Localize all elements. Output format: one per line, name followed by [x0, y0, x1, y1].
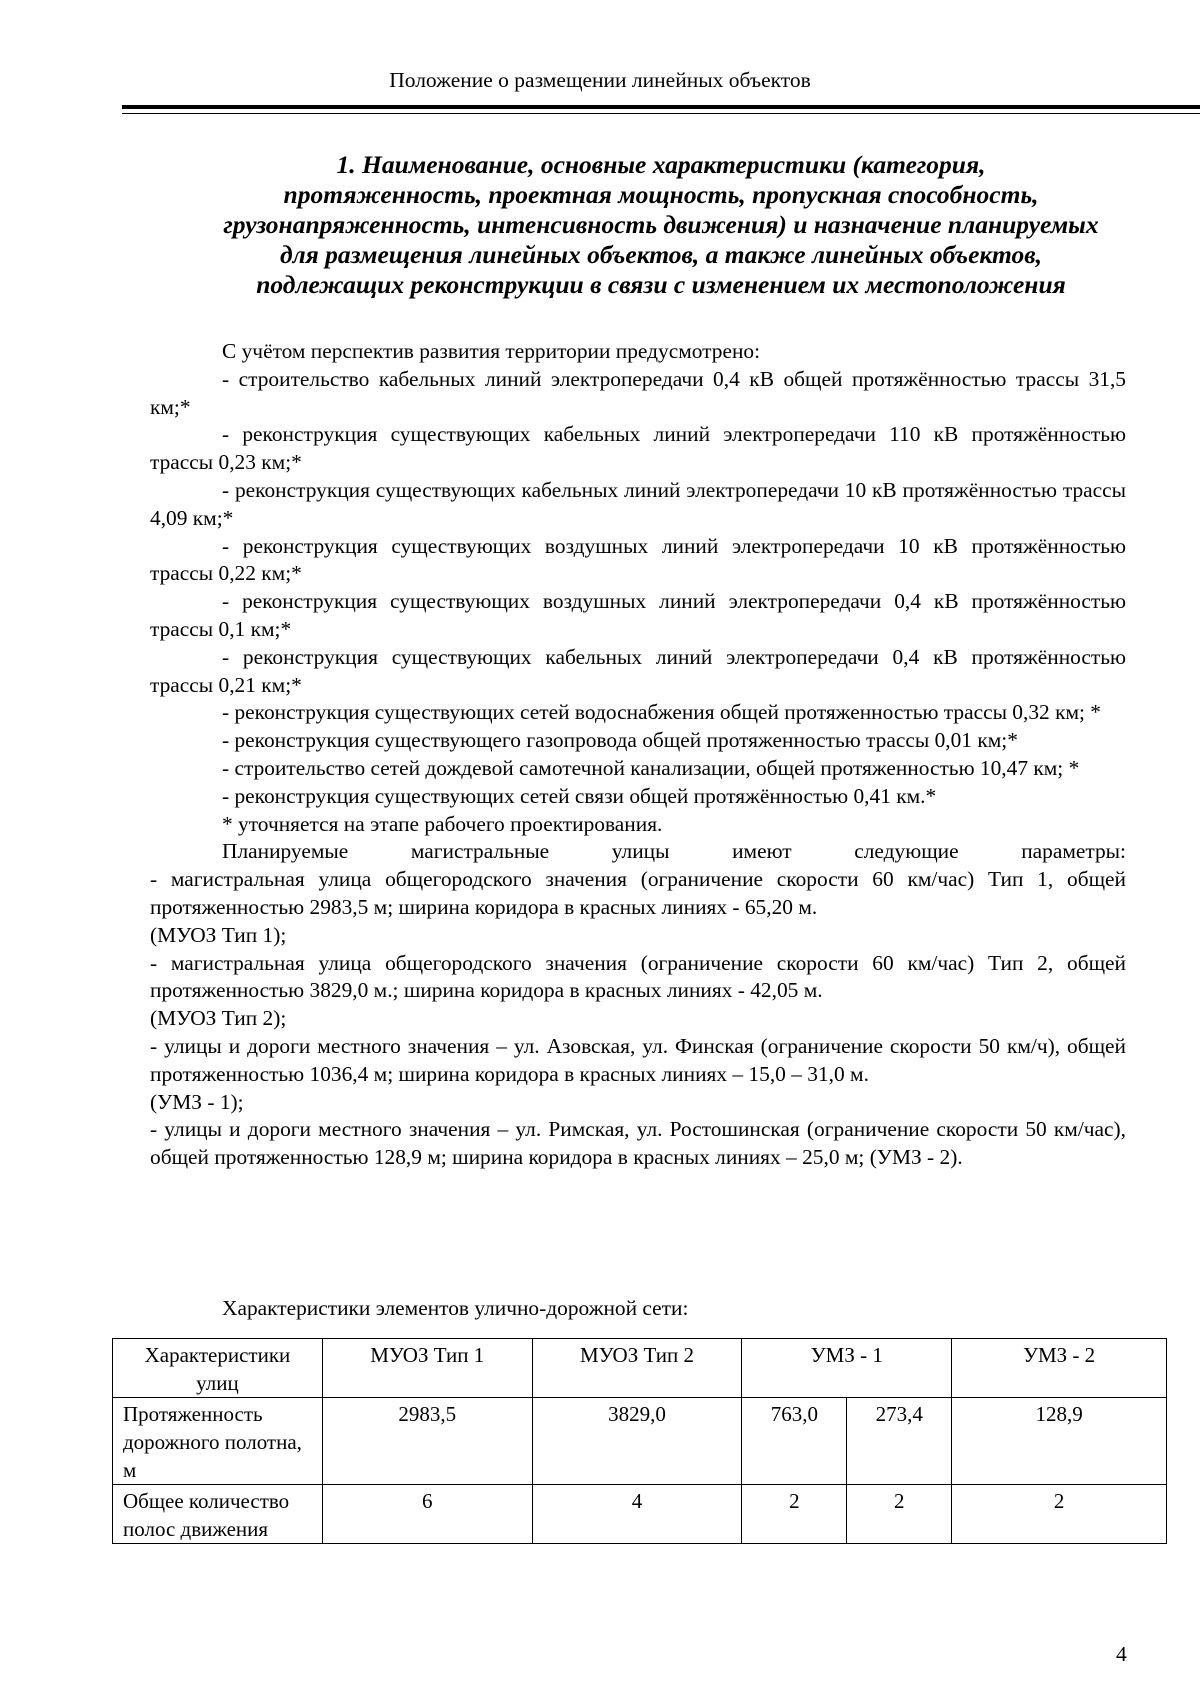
street-item: - магистральная улица общегородского значения (ограничение скорости 60 км/час) Тип 1, общей протяженностью 2983,5 м; ширина коридора в красных линиях - 65,20 м.: [150, 867, 1126, 919]
section-title: [122, 150, 1200, 300]
running-header: Положение о размещении линейных объектов: [389, 68, 811, 92]
table-header-row: [113, 1339, 1167, 1398]
list-item: - строительство сетей дождевой самотечной канализации, общей протяженностью 10,47 км; *: [222, 755, 1080, 780]
table-cell: 2: [847, 1485, 952, 1544]
list-item: - реконструкция существующих сетей водоснабжения общей протяженностью трассы 0,32 км; *: [222, 700, 1101, 725]
table-row-label: Протяженность дорожного полотна, м: [113, 1398, 323, 1485]
table-caption: Характеристики элементов улично-дорожной сети:: [222, 1296, 689, 1320]
list-item: - реконструкция существующих кабельных линий электропередачи 10 кВ протяжённостью трассы 4,09 км;*: [150, 477, 1126, 530]
list-item: - реконструкция существующих сетей связи общей протяжённостью 0,41 км.*: [222, 783, 937, 808]
street-item: - магистральная улица общегородского значения (ограничение скорости 60 км/час) Тип 2, общей протяженностью 3829,0 м.; ширина коридора в красных линиях - 42,05 м.: [150, 950, 1126, 1003]
streets-table: [112, 1338, 1167, 1544]
list-item: - реконструкция существующего газопровода общей протяженностью трассы 0,01 км;*: [222, 728, 1018, 753]
footnote: * уточняется на этапе рабочего проектирования.: [222, 811, 663, 836]
table-cell: 6: [322, 1485, 532, 1544]
table-cell: 2983,5: [322, 1398, 532, 1485]
table-header-cell: МУОЗ Тип 2: [532, 1339, 742, 1398]
street-item: - улицы и дороги местного значения – ул. Азовская, ул. Финская (ограничение скорости 50 км/ч), общей протяженностью 1036,4 м; ширина коридора в красных линиях – 15,0 – 31,0 м.: [150, 1033, 1126, 1086]
table-cell: 128,9: [952, 1398, 1167, 1485]
street-abbr: (МУОЗ Тип 1);: [150, 922, 287, 947]
street-abbr: (МУОЗ Тип 2);: [150, 1006, 287, 1031]
header-rule-thick: [122, 105, 1200, 109]
street-abbr: (УМЗ - 1);: [150, 1089, 244, 1114]
page-number: 4: [1116, 1642, 1127, 1666]
street-item: - улицы и дороги местного значения – ул. Римская, ул. Ростошинская (ограничение скорости 50 км/час), общей протяженностью 128,9 м; ширина коридора в красных линиях – 25,0 м; (УМЗ - 2).: [150, 1117, 1126, 1170]
list-item: - строительство кабельных линий электропередачи 0,4 кВ общей протяжённостью трассы 31,5 км;*: [150, 366, 1126, 419]
header-rule-thin: [122, 113, 1200, 114]
list-item: - реконструкция существующих кабельных линий электропередачи 0,4 кВ протяжённостью трассы 0,21 км;*: [150, 644, 1126, 697]
section-title-line: протяженность, проектная мощность, пропускная способность,: [283, 180, 1039, 209]
intro-paragraph: С учётом перспектив развития территории предусмотрено:: [222, 339, 761, 363]
body-text: [150, 338, 1126, 1172]
table-header-cell: Характеристики улиц: [113, 1339, 323, 1398]
table-cell: 4: [532, 1485, 742, 1544]
table-cell: 273,4: [847, 1398, 952, 1485]
table-header-cell: УМЗ - 1: [742, 1339, 952, 1398]
table-row: [113, 1485, 1167, 1544]
table-cell: 2: [742, 1485, 847, 1544]
list-item: - реконструкция существующих кабельных линий электропередачи 110 кВ протяжённостью трассы 0,23 км;*: [150, 422, 1126, 475]
table-cell: 2: [952, 1485, 1167, 1544]
list-item: - реконструкция существующих воздушных линий электропередачи 10 кВ протяжённостью трассы 0,22 км;*: [150, 533, 1126, 586]
table-header-cell: МУОЗ Тип 1: [322, 1339, 532, 1398]
list-item: - реконструкция существующих воздушных линий электропередачи 0,4 кВ протяжённостью трассы 0,1 км;*: [150, 589, 1126, 641]
streets-intro: Планируемые магистральные улицы имеют следующие параметры:: [222, 839, 1126, 864]
table-cell: 763,0: [742, 1398, 847, 1485]
section-title-line: подлежащих реконструкции в связи с изменением их местоположения: [256, 270, 1066, 299]
table-row-label: Общее количество полос движения: [113, 1485, 323, 1544]
section-title-line: грузонапряженность, интенсивность движения) и назначение планируемых: [223, 210, 1099, 239]
table-header-cell: УМЗ - 2: [952, 1339, 1167, 1398]
table-cell: 3829,0: [532, 1398, 742, 1485]
section-title-line: 1. Наименование, основные характеристики (категория,: [336, 150, 986, 179]
section-title-line: для размещения линейных объектов, а также линейных объектов,: [279, 240, 1043, 269]
table-row: [113, 1398, 1167, 1485]
